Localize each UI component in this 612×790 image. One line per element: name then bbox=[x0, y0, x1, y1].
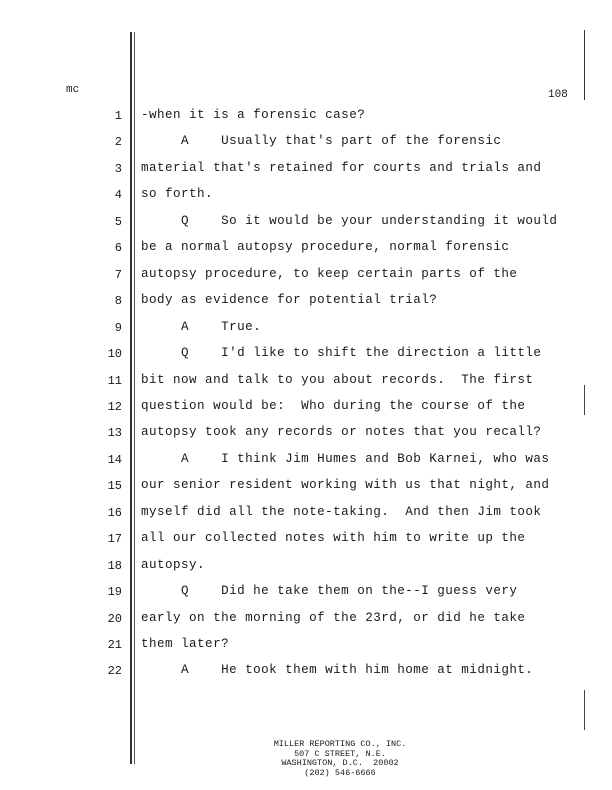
line-number: 18 bbox=[107, 558, 122, 573]
line-number: 2 bbox=[114, 135, 122, 150]
line-text: early on the morning of the 23rd, or did he take bbox=[141, 610, 526, 625]
line-text: our senior resident working with us that night, and bbox=[141, 478, 550, 493]
line-number: 3 bbox=[114, 161, 122, 176]
footer-phone: (202) 546-6666 bbox=[304, 767, 376, 778]
line-number: 5 bbox=[114, 214, 122, 229]
line-number: 21 bbox=[107, 638, 122, 652]
line-text: -when it is a forensic case? bbox=[141, 108, 366, 122]
line-text: all our collected notes with him to write up the bbox=[141, 531, 526, 546]
line-number: 20 bbox=[107, 611, 122, 626]
right-margin-bracket-top bbox=[584, 30, 585, 100]
line-number: 15 bbox=[107, 479, 122, 494]
line-text: A True. bbox=[141, 319, 262, 334]
line-number: 16 bbox=[107, 505, 122, 520]
margin-rule-inner bbox=[134, 32, 135, 764]
line-text: A I think Jim Humes and Bob Karnei, who was bbox=[141, 451, 550, 466]
line-text: so forth. bbox=[141, 187, 214, 202]
line-number: 12 bbox=[107, 399, 122, 414]
line-number: 13 bbox=[107, 426, 122, 441]
line-text: myself did all the note-taking. And then Jim took bbox=[141, 504, 542, 519]
line-text: bit now and talk to you about records. The first bbox=[141, 372, 534, 387]
line-text: body as evidence for potential trial? bbox=[141, 293, 438, 308]
line-number: 8 bbox=[114, 294, 122, 309]
line-number: 10 bbox=[107, 347, 122, 362]
line-text: material that's retained for courts and trials and bbox=[141, 160, 542, 175]
right-margin-bracket-bottom bbox=[584, 690, 585, 730]
line-text: them later? bbox=[141, 637, 230, 651]
line-number: 1 bbox=[114, 109, 122, 123]
line-text: autopsy took any records or notes that you recall? bbox=[141, 425, 542, 440]
line-text: Q Did he take them on the--I guess very bbox=[141, 584, 518, 599]
line-text: question would be: Who during the course of the bbox=[141, 398, 526, 413]
line-number: 22 bbox=[107, 664, 122, 679]
line-number: 6 bbox=[114, 241, 122, 256]
footer-city: WASHINGTON, D.C. 20002 bbox=[281, 758, 399, 768]
line-number: 11 bbox=[107, 373, 122, 388]
line-number: 14 bbox=[107, 452, 122, 467]
line-number: 17 bbox=[107, 532, 122, 547]
right-margin-bracket-middle bbox=[584, 385, 585, 415]
page-number: 108 bbox=[548, 89, 568, 101]
reporter-initials: mc bbox=[66, 84, 80, 96]
line-number: 7 bbox=[114, 267, 122, 282]
line-text: A He took them with him home at midnight. bbox=[141, 663, 534, 678]
line-text: be a normal autopsy procedure, normal forensic bbox=[141, 240, 510, 255]
line-text: autopsy. bbox=[141, 557, 206, 572]
footer-street: 507 C STREET, N.E. bbox=[294, 748, 386, 759]
reporter-footer bbox=[230, 740, 450, 778]
line-number: 9 bbox=[114, 320, 122, 335]
line-number: 19 bbox=[107, 585, 122, 600]
line-text: Q So it would be your understanding it would bbox=[141, 213, 558, 228]
line-text: autopsy procedure, to keep certain parts of the bbox=[141, 266, 518, 281]
line-number: 4 bbox=[114, 188, 122, 203]
line-text: A Usually that's part of the forensic bbox=[141, 134, 502, 149]
footer-company: MILLER REPORTING CO., INC. bbox=[273, 739, 407, 749]
margin-rule-left bbox=[130, 32, 132, 764]
line-text: Q I'd like to shift the direction a little bbox=[141, 346, 542, 361]
